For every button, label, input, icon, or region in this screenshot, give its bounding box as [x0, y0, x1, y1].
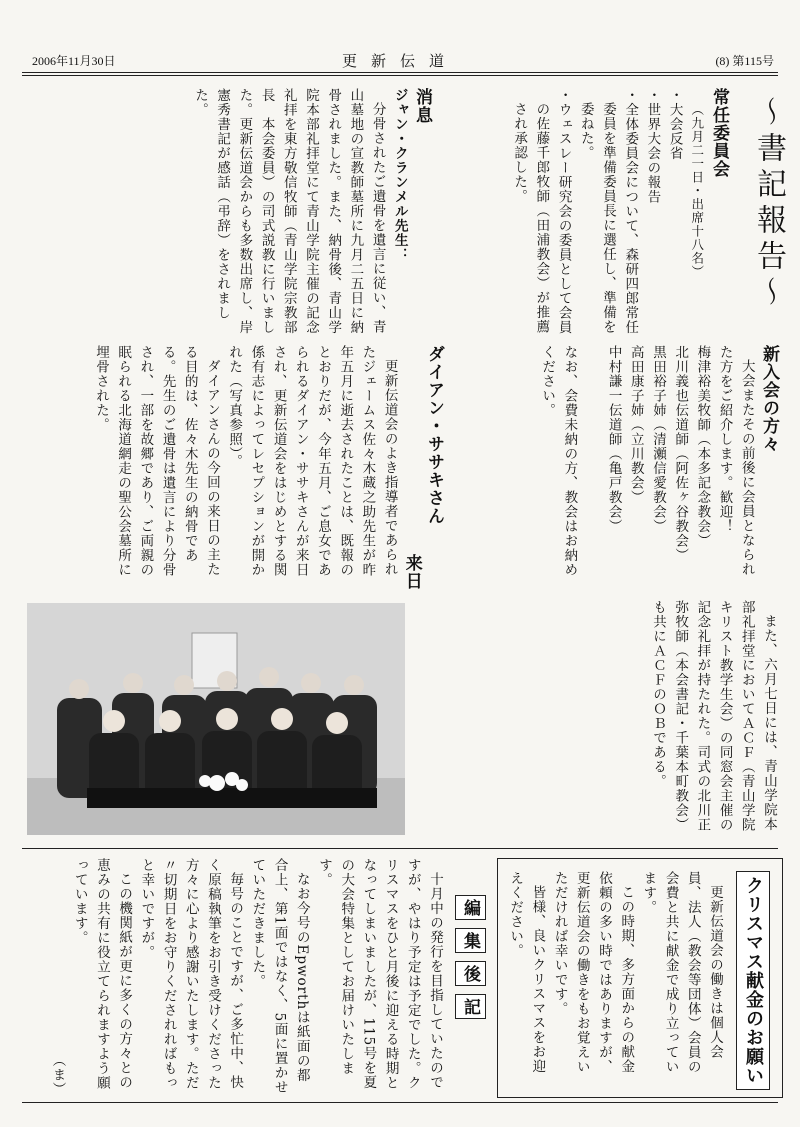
issue-date: 2006年11月30日	[32, 54, 116, 68]
diane-sasaki-section	[40, 345, 445, 590]
editor-body-2: なお今号のEpworthは紙面の都合上、第1面ではなく、5面に置かせていただきました。	[249, 858, 310, 1095]
christmas-offering-body	[506, 871, 726, 1087]
diane-body: 更新伝道会のよき指導者であられたジェームス佐々木蔵之助先生が昨年五月に逝去されたことは、既報のとおりだが、今年五月、ご息女であられるダイアン・ササキさんが来日され、更新伝道会をはじめとする関係有志によってレセプションが開かれた（写真参照）。	[226, 345, 398, 577]
christmas-offering-box	[497, 858, 783, 1098]
standing-committee-heading: 常任委員会	[709, 88, 729, 178]
issue-number: (8) 第115号	[715, 54, 774, 68]
committee-item: ・全体委員会について、森研四郎常任委員を準備委員長に選任し、準備を委ねた。	[577, 88, 639, 335]
diane-body-2: ダイアンさんの今回の来日の主たる目的は、佐々木先生の納骨である。先生のご遺骨は遺言により分骨され、一部を故郷であり、ご両親の眠られる北海道網走の聖公会墓所に埋骨された。	[92, 345, 220, 577]
header-rule-thin	[22, 75, 778, 76]
reception-photo	[27, 603, 405, 835]
member-entry: 高田康子姉（立川教会）	[627, 345, 644, 505]
editor-body-3: 毎号のことですが、ご多忙中、快く原稿執筆をお引き受けくださった方々に心より感謝いたします。ただ〃切期日をお守りくだされればもっと幸いですが。	[138, 858, 244, 1090]
new-members-heading: 新入会の方々	[759, 345, 779, 453]
editor-sign: （ま）	[49, 1052, 66, 1096]
diane-body-3: また、六月七日には、青山学院本部礼拝堂においてＡＣＦ（青山学院キリスト教学生会）の同窓会主催の記念礼拝が持たれた。司式の北川正弥牧師（本会書記・千葉本町教会）も共にＡＣＦのＯＢである。	[649, 600, 777, 832]
christmas-body-3: 皆様、良いクリスマスをお迎えください。	[507, 871, 546, 1073]
news-heading: 消息	[412, 88, 432, 124]
report-title: 〜書記報告〜	[751, 96, 786, 312]
editor-label-char: 後	[455, 961, 486, 986]
editor-body-4: この機関紙が更に多くの方々との恵みの共有に役立てられますよう願っています。	[71, 858, 133, 1090]
member-entry: 梅津裕美牧師（本多記念教会）	[694, 345, 711, 548]
news-body: 分骨されたご遺骨を遺言に従い、青山墓地の宣教師墓所に九月二五日に納骨されました。また、納骨後、青山学院本部礼拝堂にて青山学院主催の記念礼拝を東方敬信牧師（青山学院宗教部長 本会委員）の司式説教に行いました。更新伝道会からも多数出席し、岸憲秀書記が感話（弔辞）をされました。	[191, 88, 386, 335]
new-members-section	[478, 345, 780, 590]
editor-body-1: 十月中の発行を目指していたのですが、やはり予定は予定でした。クリスマスをひと月後に迎える時期となってしまいましたが、115号を夏の大会特集としてお届けいたします。	[315, 858, 443, 1090]
news-subheading: ジャン・クランメル先生：	[391, 88, 408, 262]
diane-continued	[548, 600, 780, 840]
member-entry: 北川義也伝道師（阿佐ヶ谷教会）	[672, 345, 689, 563]
editor-label-char: 編	[455, 895, 486, 920]
editor-label-char: 集	[455, 928, 486, 953]
member-entry: 中村謙一伝道師（亀戸教会）	[605, 345, 622, 534]
footer-rule	[22, 1102, 778, 1103]
editor-note-label	[455, 895, 486, 1019]
editor-label-char: 記	[455, 994, 486, 1019]
header-rule	[22, 72, 778, 73]
section-rule	[22, 848, 778, 849]
standing-committee-section	[450, 88, 730, 338]
new-members-intro: 大会またその前後に会員となられた方をご紹介します。歓迎！	[716, 345, 755, 576]
committee-item: ・世界大会の報告	[644, 88, 661, 204]
diane-heading-suffix: 来日	[401, 554, 422, 590]
christmas-body-1: 更新伝道会の働きは個人会員、法人（教会等団体）会員の会費と共に献金で成り立っています。	[640, 871, 723, 1074]
newspaper-title: 更新伝道	[341, 54, 458, 70]
committee-item: ・大会反省	[666, 88, 683, 161]
standing-committee-subheading: （九月二一日・出席十八名）	[689, 103, 705, 279]
member-entry: 黒田裕子姉（清瀬信愛教会）	[649, 345, 666, 534]
editor-note-body	[28, 858, 446, 1096]
news-section	[98, 88, 433, 338]
christmas-body-2: この時期、多方面からの献金依頼の多い時ではありますが、更新伝道会の働きをもお覚えいただければ幸いです。	[551, 871, 635, 1074]
diane-heading: ダイアン・ササキさん	[424, 345, 444, 525]
christmas-offering-title: クリスマス献金のお願い	[736, 871, 770, 1090]
dues-note: なお、会費未納の方、教会はお納めください。	[539, 345, 578, 577]
committee-item: ・ウェスレー研究会の委員として会員の佐藤千郎牧師（田浦教会）が推薦され承認した。	[511, 88, 572, 335]
